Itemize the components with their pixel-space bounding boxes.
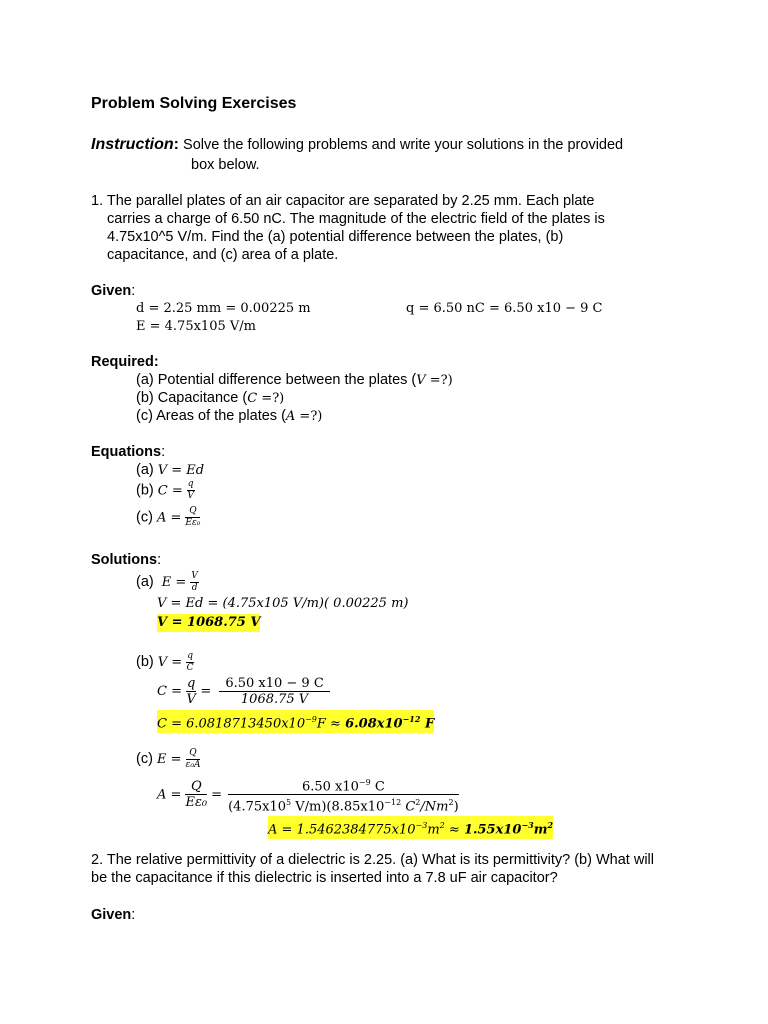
equation-c-den: Eε₀	[185, 518, 201, 528]
solution-b-num: q	[187, 650, 193, 661]
required-a	[136, 371, 453, 390]
equation-b-num: q	[187, 479, 194, 489]
solution-c-result	[268, 816, 553, 839]
problem2-given-colon: :	[131, 907, 136, 923]
solution-a-num: V	[191, 570, 198, 581]
equation-c-lhs: A =	[156, 510, 182, 526]
solution-c-big-num-exp: −9	[358, 778, 371, 787]
required-b-var: C	[247, 391, 258, 406]
solution-b-big-num: 6.50 x10 − 9 C	[219, 676, 329, 692]
solution-b-result-rounded: 6.08x10	[345, 716, 403, 732]
solution-c-big-den-a: (4.75x10	[228, 799, 286, 815]
solution-a-result: V = 1068.75 V	[157, 615, 261, 630]
given-heading	[91, 282, 135, 300]
solution-c-big-num	[228, 775, 459, 795]
solution-c-a-lhs: A =	[157, 787, 182, 803]
required-b-text: (b) Capacitance (	[136, 390, 248, 406]
solution-c-big-den-exp1: 5	[286, 798, 292, 808]
required-a-var: V	[416, 373, 426, 388]
solution-b-eq: =	[200, 684, 212, 699]
problem2-line1: 2. The relative permittivity of a dielectric is 2.25. (a) What is its permittivity? (b) What will	[91, 852, 654, 868]
solution-c-big-den-unit: C	[401, 799, 416, 815]
problem2-given-heading	[91, 906, 135, 924]
solution-b-line1	[136, 650, 194, 675]
equations-heading	[91, 443, 165, 461]
solution-b-big-den: 1068.75 V	[240, 691, 309, 707]
required-c-text: (c) Areas of the plates (	[136, 408, 286, 424]
solution-c-a-fraction	[185, 779, 207, 810]
solution-b-c-lhs: C =	[157, 684, 182, 699]
solution-b-den: C	[186, 662, 194, 673]
solution-c-num: Q	[186, 748, 201, 760]
solution-a-den: d	[191, 582, 198, 593]
equation-b	[136, 479, 195, 502]
required-b-tail: =?)	[257, 391, 285, 406]
solution-c-a-num: Q	[185, 779, 207, 795]
solution-c-big-den	[228, 795, 459, 814]
instruction-text-line2: box below.	[191, 157, 260, 173]
solution-c-big-den-exp3: 2	[415, 798, 421, 808]
solution-c-den: ε₀A	[185, 759, 201, 770]
equation-a	[136, 461, 204, 480]
given-colon: :	[131, 283, 136, 299]
required-a-tail: =?)	[425, 373, 453, 388]
equation-a-label: (a)	[136, 462, 154, 478]
solution-a-lhs: E =	[161, 575, 187, 590]
solution-b-result-approx: F ≈	[316, 716, 346, 732]
solution-c-label: (c)	[136, 751, 153, 767]
instruction-colon: :	[173, 136, 179, 153]
solution-b-result-exp1: −9	[305, 715, 317, 724]
solution-b-label: (b)	[136, 654, 154, 670]
solution-b-lhs: V =	[157, 655, 183, 670]
solution-c-result-exp1b: 2	[439, 821, 445, 830]
given-q: q = 6.50 nC = 6.50 x10 − 9 C	[406, 301, 603, 316]
solution-b-fraction	[186, 651, 194, 674]
solution-c-line1	[136, 746, 200, 773]
instruction-label: Instruction	[91, 136, 174, 153]
solution-c-result-rounded: 1.55x10	[463, 822, 522, 838]
solution-c-result-unit: m	[427, 822, 440, 838]
solution-c-fraction	[186, 748, 201, 771]
solution-b-big-fraction	[219, 676, 329, 707]
equation-c-num: Q	[185, 506, 200, 518]
solution-a-line2: V = Ed = (4.75x105 V/m)( 0.00225 m)	[157, 596, 409, 611]
equations-colon: :	[161, 444, 166, 460]
required-c	[136, 407, 322, 426]
solution-c-result-rounded-unit: m	[533, 822, 548, 838]
solution-c-big-num-unit: C	[370, 779, 385, 795]
page-title: Problem Solving Exercises	[91, 95, 297, 112]
solution-b-result-exp2: −12	[402, 714, 421, 724]
solution-a-fraction	[190, 571, 199, 594]
problem1-line3: 4.75x10^5 V/m. Find the (a) potential difference between the plates, (b)	[107, 229, 564, 245]
equation-b-fraction	[187, 479, 195, 502]
given-d: d = 2.25 mm = 0.00225 m	[136, 301, 311, 316]
solutions-heading	[91, 551, 161, 569]
equation-b-den: V	[187, 491, 194, 501]
solution-a-label: (a)	[136, 574, 154, 590]
solution-c-result-exp1: −3	[415, 821, 428, 830]
solution-c-line2	[157, 775, 459, 815]
solution-c-big-den-exp4: 2	[448, 798, 454, 808]
instruction-text-line1: Solve the following problems and write your solutions in the provided	[183, 137, 624, 153]
required-c-tail: =?)	[295, 409, 323, 424]
required-b	[136, 389, 284, 408]
equations-label: Equations	[91, 444, 162, 460]
required-a-text: (a) Potential difference between the plates (	[136, 372, 417, 388]
solutions-colon: :	[157, 552, 162, 568]
given-E: E = 4.75x105 V/m	[136, 319, 256, 334]
solution-c-big-fraction	[228, 775, 459, 815]
solution-c-lhs: E =	[156, 752, 182, 767]
solution-c-result-exp2: −3	[521, 820, 534, 830]
equation-b-lhs: C =	[157, 483, 183, 499]
equation-c-fraction	[185, 506, 200, 529]
solution-b-c-num: q	[187, 675, 196, 691]
problem1-line1: 1. The parallel plates of an air capacitor are separated by 2.25 mm. Each plate	[91, 193, 595, 209]
solution-c-result-exp3: 2	[547, 820, 554, 830]
equation-c	[136, 506, 200, 529]
solution-c-result-approx: ≈	[444, 822, 464, 838]
solution-b-c-fraction	[186, 676, 196, 707]
problem1-line4: capacitance, and (c) area of a plate.	[107, 247, 339, 263]
solution-c-a-den: Eε₀	[185, 795, 208, 811]
problem1-line2: carries a charge of 6.50 nC. The magnitude of the electric field of the plates is	[107, 211, 605, 227]
instruction-block	[91, 136, 623, 154]
solution-c-big-num-value: 6.50 x10	[301, 779, 359, 795]
solution-c-big-den-unit2: /Nm	[420, 799, 449, 815]
solutions-label: Solutions	[91, 552, 158, 568]
problem2-line2: be the capacitance if this dielectric is inserted into a 7.8 uF air capacitor?	[91, 870, 558, 886]
solution-b-c-den: V	[186, 691, 196, 707]
solution-b-result	[157, 710, 434, 733]
solution-c-big-den-exp2: −12	[384, 798, 402, 808]
solution-c-eq: =	[211, 787, 223, 803]
solution-c-big-den-b: V/m)(8.85x10	[291, 799, 385, 815]
solution-a-line1	[136, 570, 199, 595]
given-label: Given	[91, 283, 132, 299]
equation-c-label: (c)	[136, 509, 153, 526]
required-c-var: A	[285, 409, 296, 424]
solution-b-result-value: C = 6.08187134​50x10	[157, 716, 306, 732]
required-heading: Required:	[91, 354, 159, 370]
solution-c-big-den-end: )	[453, 799, 459, 815]
equation-b-label: (b)	[136, 482, 154, 499]
solution-b-result-unit: F	[420, 716, 435, 732]
problem2-given-label: Given	[91, 907, 132, 923]
solution-c-result-value: A = 1.5462384775x10	[268, 822, 416, 838]
equation-a-formula: V = Ed	[157, 463, 205, 478]
solution-b-line2	[157, 673, 330, 710]
